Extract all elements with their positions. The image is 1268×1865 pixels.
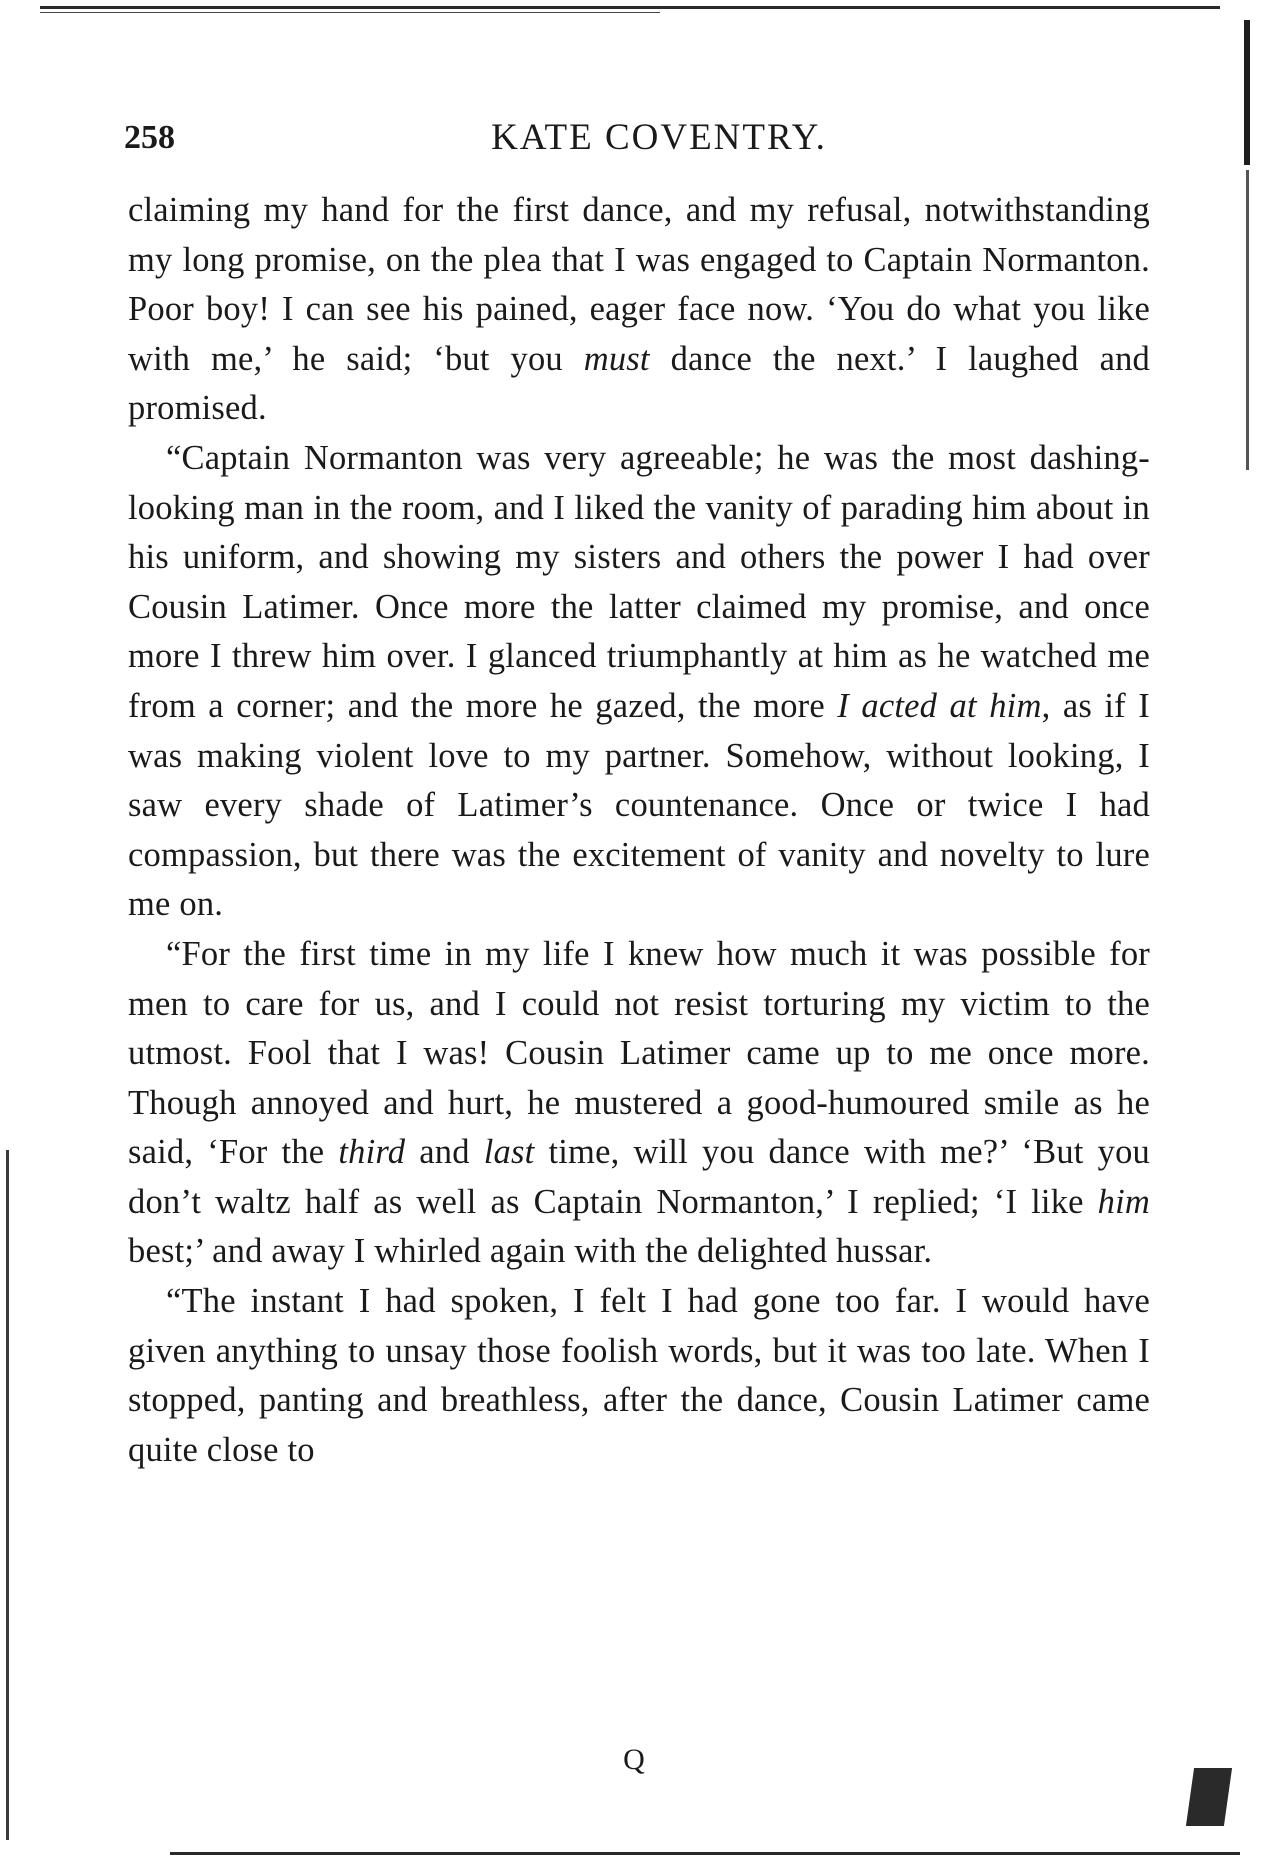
paragraph-1-emphasis: must	[583, 339, 650, 378]
paragraph-2-emphasis: I acted at him	[837, 686, 1042, 725]
paragraph-1-text: claiming my hand for the first dance, and my refusal, notwithstanding my long promise, on the plea that I was engaged to Captain Normanton. Poor boy! I can see his pained, eager face now. ‘You do what you like with me,’ he said; ‘but you	[128, 191, 1150, 378]
top-border-thin-rule	[40, 12, 660, 13]
right-edge-shadow	[1244, 20, 1250, 165]
running-title: KATE COVENTRY.	[491, 117, 827, 158]
paragraph-3	[128, 930, 1150, 1277]
paragraph-2-text-b: , as if I was making violent love to my partner. Somehow, without looking, I saw every shade of Latimer’s countenance. Once or twice I had compassion, but there was the excitement of vanity and novelty to lure me on.	[128, 686, 1150, 924]
page-number: 258	[124, 119, 175, 156]
paragraph-3-emphasis-last: last	[483, 1133, 535, 1172]
paragraph-4	[128, 1277, 1150, 1475]
paragraph-1-end: dance the next.’ I laughed and promised.	[128, 339, 1151, 428]
left-edge-shadow	[6, 1150, 9, 1840]
paragraph-3-emphasis-third: third	[338, 1133, 406, 1172]
paragraph-3-text-b: and	[405, 1133, 484, 1172]
paragraph-3-text-d: best;’ and away I whirled again with the delighted hussar.	[128, 1232, 933, 1271]
top-border-rule	[40, 6, 1220, 9]
paragraph-2-text-a: “Captain Normanton was very agreeable; he was the most dashing-looking man in the room, and I liked the vanity of parading him about in his uniform, and showing my sisters and others the power I had over Cousin Latimer. Once more the latter claimed my promise, and once more I threw him over. I glanced triumphantly at him as he watched me from a corner; and the more he gazed, the more	[128, 438, 1150, 725]
paragraph-1	[128, 186, 1150, 434]
body-text	[128, 186, 1150, 1475]
paragraph-3-text-a: “For the first time in my life I knew how much it was possible for men to care for us, and I could not resist torturing my victim to the utmost. Fool that I was! Cousin Latimer came up to me once more. Though annoyed and hurt, he mustered a good-humoured smile as he said, ‘For the	[128, 934, 1150, 1172]
paragraph-3-emphasis-him: him	[1097, 1182, 1150, 1221]
ink-blot	[1186, 1768, 1232, 1826]
page-header	[124, 112, 1154, 164]
signature-mark: Q	[623, 1743, 645, 1776]
right-edge-shadow-thin	[1246, 170, 1249, 470]
paragraph-4-text: “The instant I had spoken, I felt I had gone too far. I would have given anything to unsay those foolish words, but it was too late. When I stopped, panting and breathless, after the dance, Cousin Latimer came quite close to	[128, 1282, 1150, 1469]
bottom-border-rule	[170, 1852, 1240, 1855]
paragraph-3-text-c: time, will you dance with me?’ ‘But you don’t waltz half as well as Captain Normanton,’ I replied; ‘I like	[128, 1133, 1150, 1221]
paragraph-2	[128, 434, 1150, 930]
